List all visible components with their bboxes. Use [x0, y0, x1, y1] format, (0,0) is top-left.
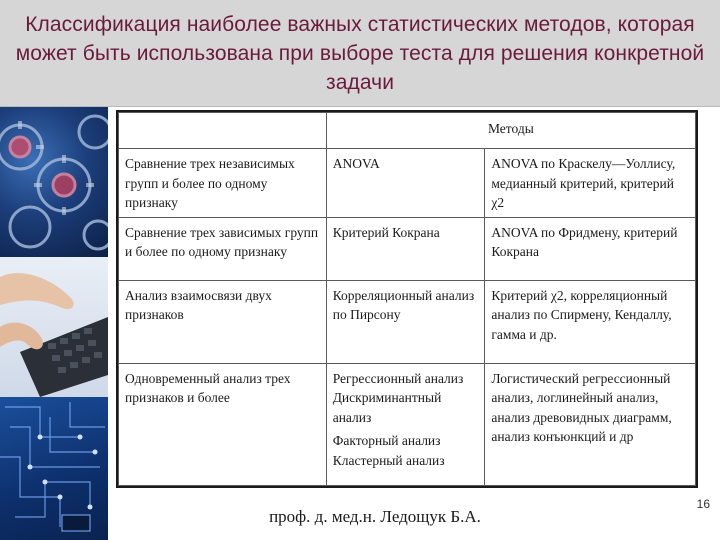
header-methods: Методы: [326, 113, 695, 149]
methods-table: [116, 110, 698, 488]
method-a-item: ANOVA: [332, 156, 380, 171]
table-row: [119, 280, 696, 363]
method-a-item: Регрессионный анализ: [332, 370, 464, 386]
method-a-cell: [326, 280, 485, 363]
task-cell: Сравнение трех зависимых групп и более по одному признаку: [119, 217, 327, 280]
method-b-cell: ANOVA по Фридмену, критерий Кокрана: [485, 217, 696, 280]
method-a-item: Кластерный анализ: [332, 452, 445, 468]
page-number: 16: [696, 497, 710, 511]
method-b-cell: ANOVA по Краскелу—Уоллису, медианный критерий, критерий χ2: [485, 149, 696, 218]
method-b-cell: Логистический регрессионный анализ, логлинейный анализ, анализ древовидных диаграмм, анализ конъюнкций и др: [485, 363, 696, 486]
method-a-item: Корреляционный анализ по Пирсону: [332, 287, 475, 322]
method-a-cell: [326, 217, 485, 280]
table-row: [119, 363, 696, 486]
keyboard-graphic: [0, 257, 108, 397]
task-cell: Сравнение трех независимых групп и более по одному признаку: [119, 149, 327, 218]
table-header-row: [119, 113, 696, 149]
header-empty-cell: [119, 113, 327, 149]
slide-title-bar: [0, 0, 720, 107]
task-cell: Одновременный анализ трех признаков и более: [119, 363, 327, 486]
method-a-cell: [326, 149, 485, 218]
decorative-side-images: [0, 107, 108, 540]
method-a-item: Критерий Кокрана: [332, 224, 440, 240]
gears-image: [0, 107, 108, 257]
table-row: [119, 217, 696, 280]
gears-graphic: [0, 107, 108, 257]
method-a-item: Дискриминантный анализ: [332, 390, 442, 425]
task-cell: Анализ взаимосвязи двух признаков: [119, 280, 327, 363]
keyboard-hands-image: [0, 257, 108, 397]
slide-title: Классификация наиболее важных статистических методов, которая может быть использована при выборе теста для решения конкретной задачи: [15, 12, 705, 94]
method-a-cell: [326, 363, 485, 486]
method-a-item: Факторный анализ: [332, 433, 441, 448]
table-row: [119, 149, 696, 218]
footer-author: проф. д. мед.н. Ледощук Б.А.: [269, 507, 481, 526]
method-b-cell: Критерий χ2, корреляционный анализ по Спирмену, Кендаллу, гамма и др.: [485, 280, 696, 363]
